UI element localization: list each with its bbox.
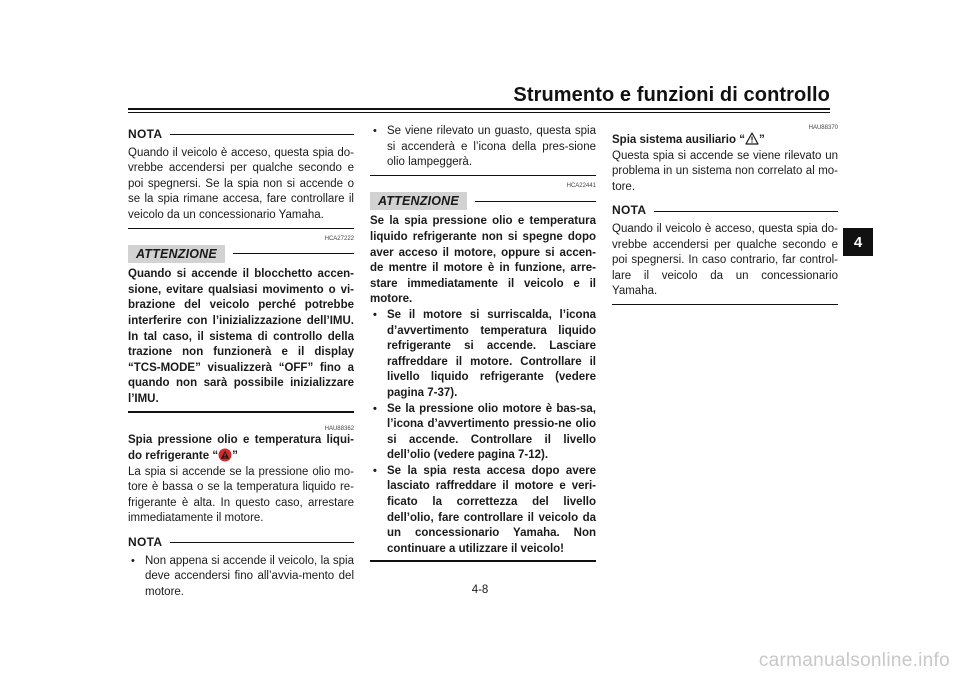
attention-line bbox=[233, 253, 354, 254]
nota-end-rule bbox=[612, 304, 838, 305]
warning-triangle-icon bbox=[745, 132, 759, 145]
attention-header bbox=[370, 192, 596, 211]
column-2 bbox=[370, 124, 596, 562]
attention-line bbox=[475, 201, 596, 202]
warning-red-icon bbox=[218, 448, 232, 462]
bullet-icon: • bbox=[131, 554, 135, 567]
section-text: La spia si accende se la pressione olio mo-tore è bassa o se la temperatura liquido re-frigerante è alta. In questo caso, arrestare immediatamente il motore. bbox=[128, 465, 354, 525]
bullet-icon: • bbox=[373, 402, 377, 415]
attention-intro: Se la spia pressione olio e temperatura liquido refrigerante non si spegne dopo aver acceso il motore, oppure si accen-de mentre il motore è in funzione, arre-stare immediatamente il veicolo e il motore. bbox=[370, 215, 596, 306]
section-title bbox=[128, 433, 354, 465]
attention-header bbox=[128, 245, 354, 264]
attention-code: HCA22441 bbox=[566, 182, 596, 189]
list-item-text: Se la spia resta accesa dopo avere lasciato raffreddare il motore e veri-ficato la correttezza del livello dell’olio, fare controllare il veicolo da un concessionario Yamaha. Non continuare a utilizzare il veicolo! bbox=[387, 464, 596, 555]
nota-header bbox=[128, 535, 354, 551]
section-text: Questa spia si accende se viene rilevato un problema in un sistema non correlato al mo-tore. bbox=[612, 149, 838, 193]
section-title-text: Spia pressione olio e temperatura liqui-do refrigerante “ bbox=[128, 433, 354, 463]
nota-header bbox=[612, 203, 838, 219]
nota-end-rule bbox=[128, 228, 354, 229]
attention-list bbox=[370, 308, 596, 558]
list-item-text: Non appena si accende il veicolo, la spia deve accendersi fino all’avvia-mento del motore. bbox=[145, 554, 354, 598]
page-number: 4-8 bbox=[471, 584, 489, 596]
nota-line bbox=[170, 542, 354, 543]
list-item bbox=[370, 402, 596, 464]
nota-label: NOTA bbox=[612, 203, 647, 218]
nota-text: Quando il veicolo è acceso, questa spia do-vrebbe accendersi per qualche secondo e poi spegnersi. Se la spia non si accende o se la spia rimane accesa, fare controllare il veicolo da un concessionario Yamaha. bbox=[128, 146, 354, 221]
nota-text: Quando il veicolo è acceso, questa spia do-vrebbe accendersi per qualche secondo e poi spegnersi. In caso contrario, far control-lare il veicolo da un concessionario Yamaha. bbox=[612, 222, 838, 298]
column-1 bbox=[128, 124, 354, 600]
nota-label: NOTA bbox=[128, 535, 163, 550]
attention-end-rule bbox=[128, 411, 354, 413]
nota-label: NOTA bbox=[128, 127, 163, 141]
section-code: HAU88362 bbox=[324, 425, 354, 432]
chapter-tab: 4 bbox=[843, 228, 873, 256]
list-item bbox=[370, 124, 596, 171]
watermark: carmanualsonline.info bbox=[758, 650, 950, 671]
attention-label: ATTENZIONE bbox=[370, 192, 467, 211]
list-item-text: Se la pressione olio motore è bas-sa, l’icona d’avvertimento pressio-ne olio si accende. Controllare il livello dell’olio (vedere pagina 7-12). bbox=[387, 402, 596, 462]
nota-end-rule bbox=[370, 175, 596, 176]
page-header-title: Strumento e funzioni di controllo bbox=[513, 84, 830, 106]
column-3 bbox=[612, 124, 838, 305]
nota-line bbox=[654, 211, 838, 212]
list-item bbox=[370, 464, 596, 558]
bullet-list bbox=[370, 124, 596, 171]
section-title-close: ” bbox=[758, 134, 765, 146]
header-rule-thin bbox=[128, 112, 830, 113]
bullet-icon: • bbox=[373, 308, 377, 321]
bullet-icon: • bbox=[373, 125, 377, 137]
attention-text: Quando si accende il blocchetto accen-sione, evitare qualsiasi movimento o vi-brazione del veicolo perché potrebbe interferire con l’inizializzazione dell’IMU. In tal caso, il sistema di controllo della trazione non funzionerà e il display “TCS-MODE” visualizzerà “OFF” fino a quando non sarà possibile inizializzare l’IMU. bbox=[128, 268, 354, 405]
list-item-text: Se viene rilevato un guasto, questa spia si accenderà e l’icona della pres-sione olio lampeggerà. bbox=[387, 125, 596, 169]
section-code: HAU88370 bbox=[808, 125, 838, 131]
list-item-text: Se il motore si surriscalda, l’icona d’avvertimento temperatura liquido refrigerante si accende. Lasciare raffreddare il motore. Controllare il livello liquido refrigerante (vedere pagina 7-37). bbox=[387, 308, 596, 399]
list-item bbox=[370, 308, 596, 402]
attention-end-rule bbox=[370, 560, 596, 562]
nota-header bbox=[128, 127, 354, 143]
attention-code: HCA27222 bbox=[324, 235, 354, 242]
section-title-text: Spia sistema ausiliario “ bbox=[612, 134, 745, 146]
nota-line bbox=[170, 134, 354, 135]
header-rule-thick bbox=[128, 108, 830, 110]
section-title-close: ” bbox=[232, 450, 238, 463]
section-title bbox=[612, 132, 838, 149]
bullet-icon: • bbox=[373, 464, 377, 477]
attention-label: ATTENZIONE bbox=[128, 245, 225, 264]
